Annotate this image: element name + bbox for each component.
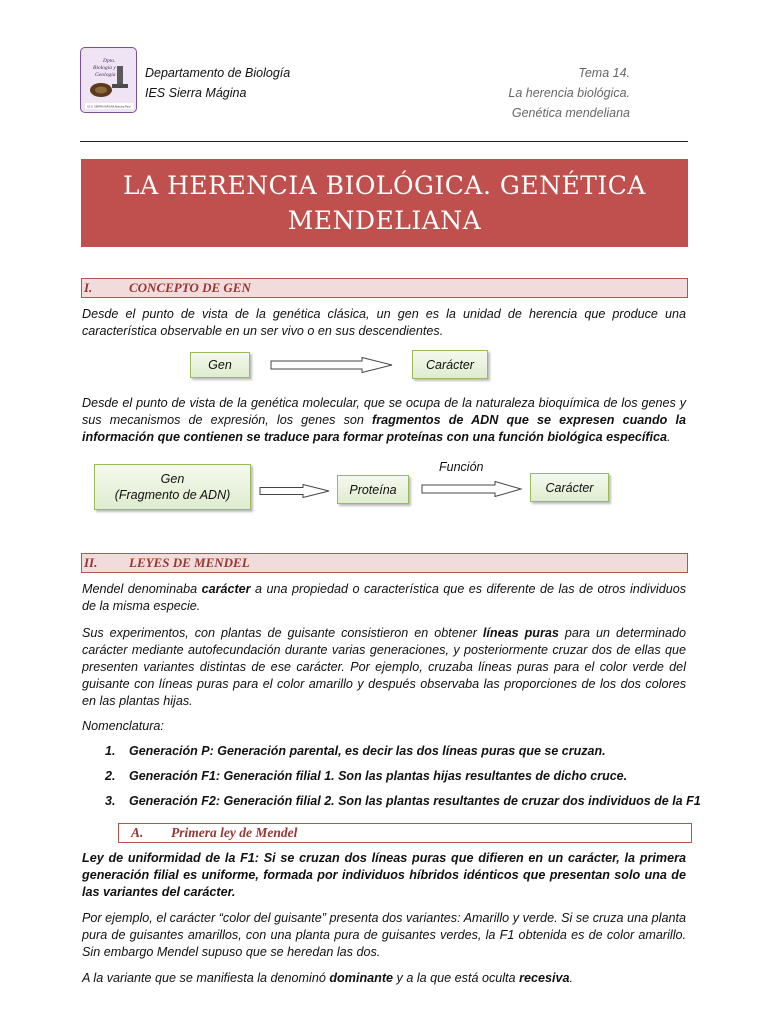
title-banner: [81, 159, 688, 247]
logo-text-1: Dpto.: [103, 58, 116, 64]
list-item-generacion-f2: [105, 793, 701, 810]
subsection-heading-primera-ley: [118, 823, 692, 843]
flow-arrow-gen-to-proteina: [259, 484, 331, 498]
list-number: 1.: [105, 744, 116, 758]
topic-line-3: Genética mendeliana: [511, 106, 630, 120]
flow-arrow-gen-to-caracter: [270, 357, 394, 373]
topic-line-1: Tema 14.: [578, 66, 630, 80]
subsection-title: Primera ley de Mendel: [171, 825, 298, 840]
p2-text-c: para un determinado carácter mediante autofecundación durante varias generaciones, y posteriormente cruzar dos de ellas que presenten variantes distintas de ese carácter. Por ejemplo, cruzaba líneas puras para el color verde del guisante con líneas puras para el color amarillo y después observaba las proporciones de los dos colores en las plantas hijas.: [82, 626, 686, 708]
list-item-generacion-f1: [105, 768, 627, 785]
list-item-generacion-p: [105, 743, 606, 760]
header-divider: [80, 141, 688, 142]
header-left: [145, 63, 290, 103]
p1-text-bold: carácter: [201, 582, 251, 596]
paragraph-ley-uniformidad: Ley de uniformidad de la F1: Si se cruzan dos líneas puras que difieren en un carácter, la primera generación filial es uniforme, formada por individuos híbridos idénticos que presentan solo una de las variantes del carácter.: [82, 851, 686, 899]
last-text-c: y a la que está oculta: [393, 971, 520, 985]
gen-label: Gen: [160, 472, 185, 486]
paragraph-molecular-gene: [82, 395, 686, 446]
funcion-label: Función: [439, 460, 484, 474]
p2-text-c: .: [667, 430, 671, 444]
list-number: 2.: [105, 769, 116, 783]
logo-text-3: Geología: [95, 72, 116, 78]
paragraph-classic-gene: Desde el punto de vista de la genética clásica, un gen es la unidad de herencia que produce una característica observable en un ser vivo o en sus descendientes.: [82, 307, 686, 338]
section-title: CONCEPTO DE GEN: [129, 280, 251, 295]
page-title: [123, 168, 646, 238]
topic-line-2: La herencia biológica.: [508, 86, 630, 100]
list-text: Generación P: Generación parental, es decir las dos líneas puras que se cruzan.: [129, 744, 606, 758]
section-number: I.: [84, 280, 93, 295]
p1-text-c: a una propiedad o característica que es diferente de las de otros individuos de la misma especie.: [82, 582, 687, 613]
flow-box-gen-fragmento: [94, 464, 251, 510]
dominante-term: dominante: [329, 971, 394, 985]
p2-text-bold: fragmentos de ADN que se expresen cuando la información que contienen se traduce para formar proteínas con una función biológica específica: [82, 413, 686, 444]
header-right: [508, 63, 630, 123]
section-heading-leyes-de-mendel: [81, 553, 688, 573]
flow-box-gen: Gen: [190, 352, 250, 378]
department-logo: [80, 47, 137, 113]
logo-footer: I.E.S. SIERRA MÁGINA Mancha Real: [87, 105, 131, 109]
list-text: Generación F1: Generación filial 1. Son las plantas hijas resultantes de dicho cruce.: [129, 769, 628, 783]
recesiva-term: recesiva: [519, 971, 570, 985]
list-number: 3.: [105, 794, 116, 808]
department-name: Departamento de Biología: [145, 66, 291, 80]
last-text-e: .: [569, 971, 573, 985]
flow-box-caracter: Carácter: [412, 350, 488, 379]
subsection-number: A.: [131, 825, 144, 840]
p2-text-bold: líneas puras: [482, 626, 559, 640]
paragraph-experimentos: [82, 625, 686, 710]
paragraph-dominante-recesiva: [82, 970, 686, 987]
flow-box-proteina: Proteína: [337, 475, 409, 504]
logo-text-2: Biología y: [93, 65, 116, 71]
flow-box-caracter-2: Carácter: [530, 473, 609, 502]
fragmento-label: (Fragmento de ADN): [114, 488, 231, 502]
flow-arrow-proteina-to-caracter: [421, 481, 523, 497]
p2-text-a: Desde el punto de vista de la genética molecular, que se ocupa de la naturaleza bioquímica de los genes y sus mecanismos de expresión, los genes son: [82, 396, 686, 427]
paragraph-caracter-definition: [82, 581, 686, 615]
section-number: II.: [84, 555, 98, 570]
title-line-2: MENDELIANA: [287, 206, 482, 235]
p1-text-a: Mendel denominaba: [82, 582, 202, 596]
last-text-a: A la variante que se manifiesta la denominó: [82, 971, 330, 985]
school-name: IES Sierra Mágina: [145, 86, 247, 100]
title-line-1: LA HERENCIA BIOLÓGICA. GENÉTICA: [123, 171, 646, 200]
section-title: LEYES DE MENDEL: [129, 555, 250, 570]
section-heading-concepto-de-gen: [81, 278, 688, 298]
p2-text-a: Sus experimentos, con plantas de guisante consistieron en obtener: [82, 626, 483, 640]
paragraph-ejemplo-guisante: Por ejemplo, el carácter “color del guisante” presenta dos variantes: Amarillo y verde. Si se cruza una planta pura de guisantes amarillos, con una planta pura de guisantes verdes, la F1 obtenida es de color amarillo. Sin embargo Mendel supuso que se heredan las dos.: [82, 911, 686, 959]
list-text: Generación F2: Generación filial 2. Son las plantas resultantes de cruzar dos individuos de la F1: [129, 794, 701, 808]
nomenclatura-label: Nomenclatura:: [82, 719, 164, 733]
